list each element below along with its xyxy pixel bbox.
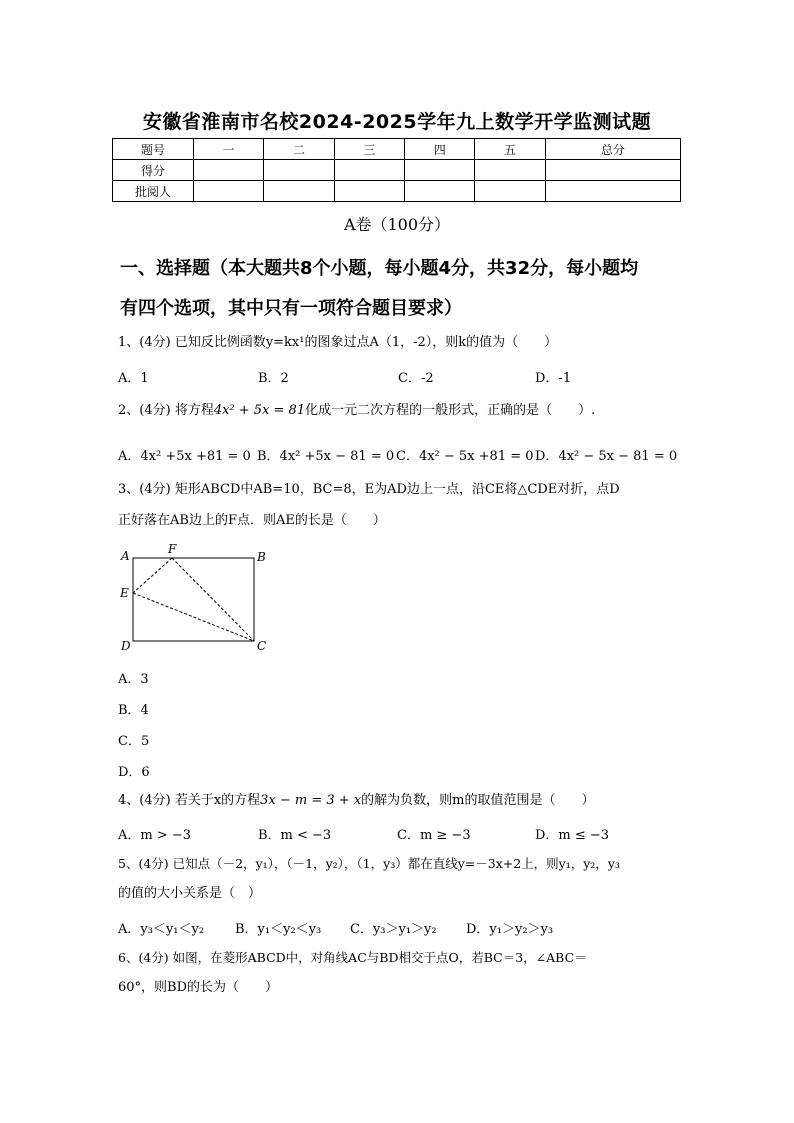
question-2-equation: 4x² + 5x = 81 [213,403,306,418]
question-1-option-b: B．2 [258,371,289,386]
table-row-label: 批阅人 [113,181,194,202]
question-3-option-d: D．6 [118,765,150,780]
question-4-stem-pre: 4、(4分) 若关于x的方程 [118,793,261,808]
question-1-option-d: D．-1 [535,371,572,386]
table-header-cell: 总分 [545,139,680,160]
question-4-option-a: A．m > −3 [118,828,192,843]
table-header-cell: 一 [194,139,264,160]
question-3-option-c: C．5 [118,734,150,749]
table-cell [545,181,680,202]
label-f: F [168,542,177,556]
section-heading-line1: 一、选择题（本大题共8个小题，每小题4分，共32分，每小题均 [120,258,639,279]
table-header-cell: 题号 [113,139,194,160]
question-1-option-a: A．1 [118,371,149,386]
label-b: B [257,550,266,564]
segment-fc [172,558,254,641]
question-3-stem-line2: 正好落在AB边上的F点．则AE的长是（ ） [118,513,386,528]
table-cell [334,181,404,202]
segment-ef [133,558,172,593]
label-e: E [120,586,129,600]
table-cell [475,181,545,202]
score-table [112,138,681,202]
question-4-equation: 3x − m = 3 + x [260,793,362,808]
question-4-option-d: D．m ≤ −3 [535,828,610,843]
label-a: A [121,549,130,563]
segment-ec [133,593,254,641]
volume-heading: A卷（100分） [343,215,451,234]
question-2-option-d: D．4x² − 5x − 81 = 0 [535,449,678,464]
question-1-option-c: C．-2 [398,371,434,386]
table-header-cell: 五 [475,139,545,160]
table-cell [475,160,545,181]
table-row [113,139,681,160]
question-4-option-c: C．m ≥ −3 [397,828,471,843]
question-2-option-c: C．4x² − 5x +81 = 0 [396,449,534,464]
table-cell [545,160,680,181]
question-5-option-a: A．y₃＜y₁＜y₂ [118,922,205,937]
table-cell [264,181,334,202]
table-row-label: 得分 [113,160,194,181]
section-heading-line2: 有四个选项，其中只有一项符合题目要求） [120,298,462,319]
question-6-stem-line1: 6、(4分) 如图，在菱形ABCD中，对角线AC与BD相交于点O，若BC＝3，∠ABC＝ [118,950,587,965]
label-c: C [257,639,267,653]
question-3-option-b: B．4 [118,703,149,718]
question-5-stem-line2: 的值的大小关系是（ ） [118,886,262,901]
table-cell [405,181,475,202]
table-cell [194,181,264,202]
table-row [113,181,681,202]
question-2-stem [118,402,678,420]
table-cell [264,160,334,181]
table-header-cell: 四 [405,139,475,160]
table-header-cell: 二 [264,139,334,160]
table-header-cell: 三 [334,139,404,160]
question-4-option-b: B．m < −3 [258,828,332,843]
question-2-stem-pre: 2、(4分) 将方程 [118,403,214,418]
table-cell [194,160,264,181]
question-5-option-b: B．y₁＜y₂＜y₃ [235,922,322,937]
label-d: D [121,639,131,653]
table-cell [405,160,475,181]
question-3-option-a: A．3 [118,672,149,687]
question-3-stem-line1: 3、(4分) 矩形ABCD中AB=10，BC=8，E为AD边上一点，沿CE将△CDE对折，点D [118,482,620,497]
table-row [113,160,681,181]
question-5-option-d: D．y₁＞y₂＞y₃ [466,922,554,937]
question-2-option-b: B．4x² +5x − 81 = 0 [257,449,395,464]
table-cell [334,160,404,181]
rectangle-fold-figure [112,540,282,655]
page-title: 安徽省淮南市名校2024-2025学年九上数学开学监测试题 [142,111,652,133]
question-1-stem: 1、(4分) 已知反比例函数y=kx¹的图象过点A（1，-2），则k的值为（ ） [118,335,558,350]
question-4-stem [118,792,678,810]
question-5-stem-line1: 5、(4分) 已知点（－2，y₁），（－1，y₂），（1，y₃）都在直线y=－3x+2上，则y₁，y₂，y₃ [118,856,620,871]
question-6-stem-line2: 60°，则BD的长为（ ） [118,980,279,995]
rectangle-abcd [133,558,254,641]
question-2-option-a: A．4x² +5x +81 = 0 [118,449,251,464]
question-5-option-c: C．y₃＞y₁＞y₂ [350,922,437,937]
question-4-stem-post: 的解为负数，则m的取值范围是（ ） [361,793,595,808]
question-2-stem-post: 化成一元二次方程的一般形式，正确的是（ ）. [305,403,596,418]
